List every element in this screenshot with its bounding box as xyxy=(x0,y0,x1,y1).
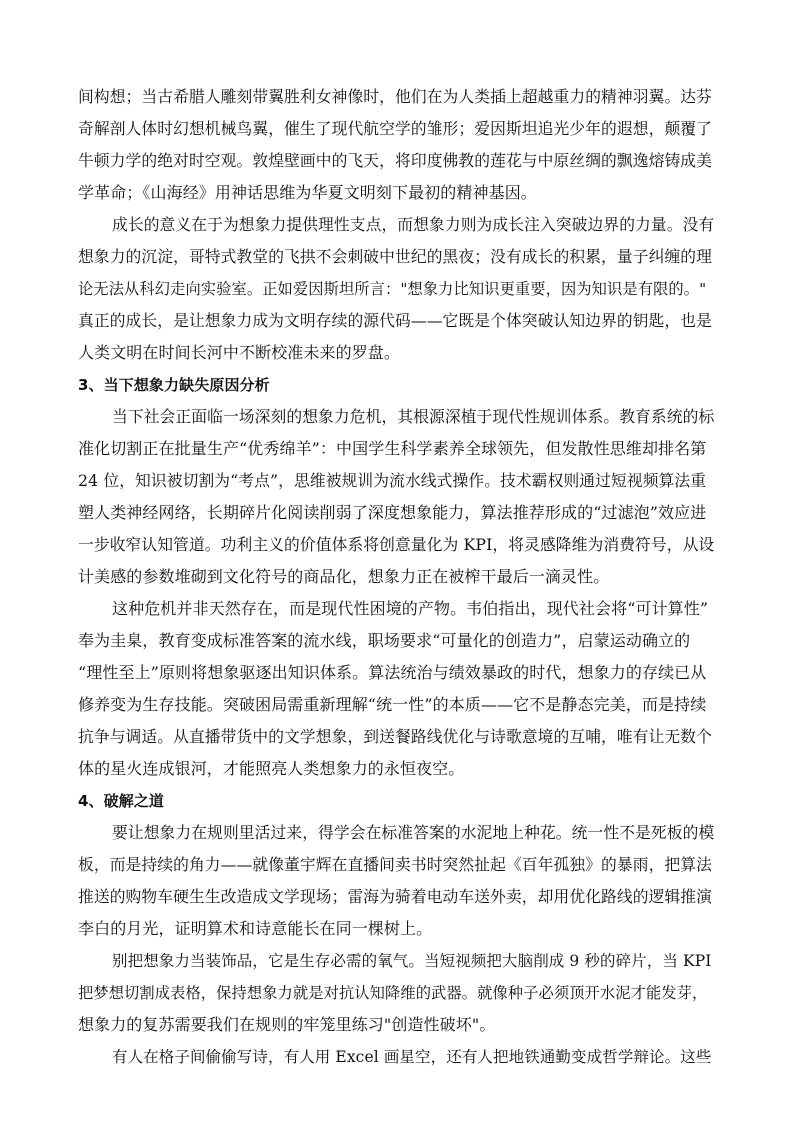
paragraph-line: 成长的意义在于为想象力提供理性支点，而想象力则为成长注入突破边界的力量。没有 xyxy=(112,215,715,234)
paragraph-line: 把梦想切割成表格，保持想象力就是对抗认知降维的武器。就像种子必须顶开水泥才能发芽， xyxy=(78,984,708,1002)
paragraph-line: 抗争与调适。从直播带货中的文学想象，到送餐路线优化与诗歌意境的互哺，唯有让无数个 xyxy=(78,727,712,746)
paragraph-line: 牛顿力学的绝对时空观。敦煌壁画中的飞天，将印度佛教的莲花与中原丝绸的飘逸熔铸成美 xyxy=(78,151,712,170)
paragraph-line: 一步收窄认知管道。功利主义的价值体系将创意量化为 KPI，将灵感降维为消费符号，从设 xyxy=(78,535,715,554)
paragraph-line: 当下社会正面临一场深刻的想象力危机，其根源深植于现代性规训体系。教育系统的标 xyxy=(112,407,715,426)
paragraph-line: 真正的成长，是让想象力成为文明存续的源代码——它既是个体突破认知边界的钥匙，也是 xyxy=(78,311,712,330)
paragraph-line: 学革命；《山海经》用神话思维为华夏文明刻下最初的精神基因。 xyxy=(78,183,537,202)
paragraph-line: 推送的购物车硬生生改造成文学现场；雷海为骑着电动车送外卖，却用优化路线的逻辑推演 xyxy=(78,887,712,906)
paragraph-line: 24 位，知识被切割为“考点”，思维被规训为流水线式操作。技术霸权则通过短视频算法重 xyxy=(78,471,707,490)
paragraph-line: 李白的月光，证明算术和诗意能长在同一棵树上。 xyxy=(78,919,433,938)
section-heading: 4、破解之道 xyxy=(78,792,165,810)
paragraph-line: 人类文明在时间长河中不断校准未来的罗盘。 xyxy=(78,343,401,362)
paragraph-line: 塑人类神经网络，长期碎片化阅读削弱了深度想象能力，算法推荐形成的“过滤泡”效应进 xyxy=(78,503,707,522)
paragraph-line: 准化切割正在批量生产“优秀绵羊”：中国学生科学素养全球领先，但发散性思维却排名第 xyxy=(78,439,707,458)
paragraph-line: “理性至上”原则将想象驱逐出知识体系。算法统治与绩效暴政的时代，想象力的存续已从 xyxy=(78,663,707,682)
paragraph-line: 论无法从科幻走向实验室。正如爱因斯坦所言："想象力比知识更重要，因为知识是有限的。" xyxy=(78,280,707,298)
paragraph-line: 间构想；当古希腊人雕刻带翼胜利女神像时，他们在为人类插上超越重力的精神羽翼。达芬 xyxy=(78,87,712,106)
paragraph-line: 体的星火连成银河，才能照亮人类想象力的永恒夜空。 xyxy=(78,759,465,778)
paragraph-line: 想象力的复苏需要我们在规则的牢笼里练习"创造性破坏"。 xyxy=(78,1015,496,1034)
paragraph-line: 别把想象力当装饰品，它是生存必需的氧气。当短视频把大脑削成 9 秒的碎片，当 KPI xyxy=(112,952,712,970)
paragraph-line: 奉为圭臬，教育变成标准答案的流水线，职场要求“可量化的创造力”，启蒙运动确立的 xyxy=(78,631,691,650)
section-heading: 3、当下想象力缺失原因分析 xyxy=(78,376,270,394)
paragraph-line: 奇解剖人体时幻想机械鸟翼，催生了现代航空学的雏形；爱因斯坦追光少年的遐想，颠覆了 xyxy=(78,119,712,138)
paragraph-line: 修养变为生存技能。突破困局需重新理解“统一性”的本质——它不是静态完美，而是持续 xyxy=(78,695,707,714)
paragraph-line: 想象力的沉淀，哥特式教堂的飞拱不会刺破中世纪的黑夜；没有成长的积累，量子纠缠的理 xyxy=(78,247,712,266)
paragraph-line: 这种危机并非天然存在，而是现代性困境的产物。韦伯指出，现代社会将“可计算性” xyxy=(112,599,709,618)
paragraph-line: 有人在格子间偷偷写诗，有人用 Excel 画星空，还有人把地铁通勤变成哲学辩论。这些 xyxy=(112,1048,712,1066)
paragraph-line: 要让想象力在规则里活过来，得学会在标准答案的水泥地上种花。统一性不是死板的模 xyxy=(112,823,715,842)
paragraph-line: 板，而是持续的角力——就像董宇辉在直播间卖书时突然扯起《百年孤独》的暴雨，把算法 xyxy=(78,855,712,874)
paragraph-line: 计美感的参数堆砌到文化符号的商品化，想象力正在被榨干最后一滴灵性。 xyxy=(78,567,610,586)
